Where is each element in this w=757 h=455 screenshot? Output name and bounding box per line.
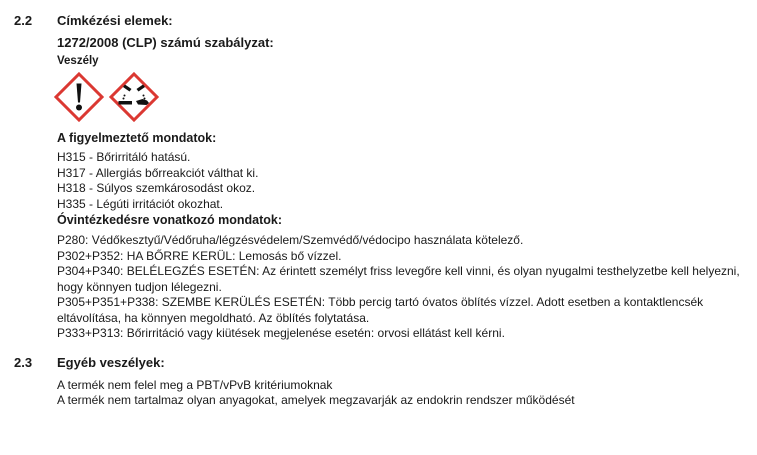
section-2-3-title: Egyéb veszélyek: (57, 354, 165, 370)
section-2-2-title: Címkézési elemek: (57, 13, 173, 28)
ghs-pictogram-row (54, 72, 745, 122)
hazard-statement: H315 - Bőrirritáló hatású. (57, 150, 191, 164)
hazard-statement: H318 - Súlyos szemkárosodást okoz. (57, 181, 256, 195)
precautionary-statement: P305+P351+P338: SZEMBE KERÜLÉS ESETÉN: Több percig tartó óvatos öblítés vízzel. Adott esetben a kontaktlencsék eltávolítása, ha könnyen megoldható. Az öblítés folytatása. (57, 295, 704, 325)
hazard-statement: H317 - Allergiás bőrreakciót válthat ki. (57, 165, 259, 180)
precautionary-statement: P302+P352: HA BŐRRE KERÜL: Lemosás bő vízzel. (57, 248, 342, 263)
hazard-statement: H335 - Légúti irritációt okozhat. (57, 196, 224, 211)
precautionary-statement: P280: Védőkesztyű/Védőruha/légzésvédelem/Szemvédő/védocipo használata kötelező. (57, 233, 524, 247)
hazard-statements-list (57, 150, 745, 212)
signal-word: Veszély (57, 55, 99, 67)
section-2-3-body (57, 354, 745, 409)
other-hazards-text (57, 378, 745, 409)
precautionary-statement: P333+P313: Bőrirritáció vagy kiütések megjelenése esetén: orvosi ellátást kell kérni. (57, 326, 505, 340)
section-2-2-body (57, 12, 745, 342)
precautionary-statements-heading: Óvintézkedésre vonatkozó mondatok: (57, 213, 283, 227)
section-2-2-number: 2.2 (14, 13, 33, 28)
precautionary-statement: P304+P340: BELÉLEGZÉS ESETÉN: Az érintett személyt friss levegőre kell vinni, és olyan nyugalmi testhelyzetbe kell helyezni, hogy könnyen tudjon lélegezni. (57, 264, 740, 294)
ghs07-exclamation-mark-icon (54, 72, 104, 122)
clp-regulation-heading: 1272/2008 (CLP) számú szabályzat: (57, 35, 274, 50)
ghs05-corrosion-icon (109, 72, 159, 122)
other-hazards-line: A termék nem tartalmaz olyan anyagokat, amelyek megzavarják az endokrin rendszer működését (57, 393, 575, 407)
other-hazards-line: A termék nem felel meg a PBT/vPvB kritériumoknak (57, 377, 333, 392)
precautionary-statements-list (57, 233, 745, 342)
section-2-2 (14, 12, 745, 342)
section-2-3-number: 2.3 (14, 354, 33, 370)
section-2-3 (14, 354, 745, 409)
hazard-statements-heading: A figyelmeztető mondatok: (57, 131, 217, 145)
